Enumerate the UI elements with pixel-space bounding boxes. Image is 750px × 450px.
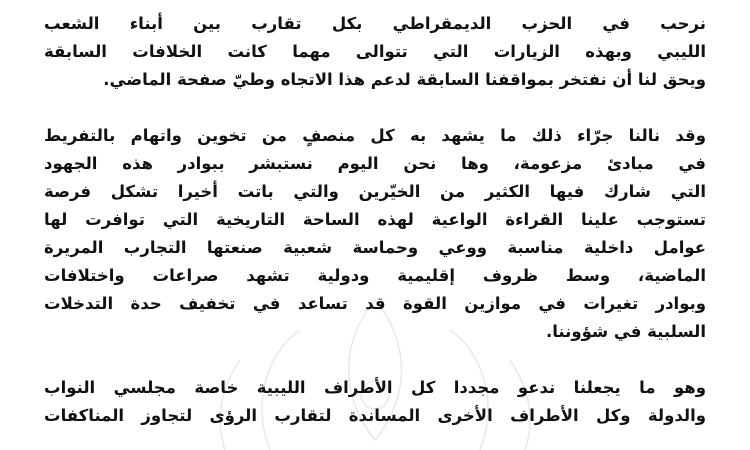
text-line: والدولة وكل الأطراف الأخرى المساندة لتقارب الرؤى لتجاوز المناكفات bbox=[44, 406, 706, 425]
article-body bbox=[44, 10, 706, 430]
text-line: تستوجب علينا القراءة الواعية لهذه الساحة التاريخية التي توافرت لها bbox=[44, 210, 706, 229]
text-line: نرحب في الحزب الديمقراطي بكل تقارب بين أبناء الشعب bbox=[44, 14, 706, 33]
text-line: في مبادئ مزعومة، وها نحن اليوم نستبشر ببوادر هذه الجهود bbox=[44, 154, 706, 173]
text-line: السلبية في شؤوننا. bbox=[545, 322, 706, 341]
paragraph-1 bbox=[44, 10, 706, 94]
text-line: ويحق لنا أن نفتخر بمواقفنا السابقة لدعم هذا الاتجاه وطيّ صفحة الماضي. bbox=[103, 70, 706, 89]
text-line: عوامل داخلية مناسبة ووعي وحماسة شعبية صنعتها التجارب المريرة bbox=[44, 238, 706, 257]
text-line: وهو ما يجعلنا ندعو مجددا كل الأطراف الليبية خاصة مجلسي النواب bbox=[44, 378, 706, 397]
paragraph-2 bbox=[44, 122, 706, 346]
text-line: وقد نالنا جرّاء ذلك ما يشهد به كل منصفٍ من تخوين واتهام بالتفريط bbox=[44, 126, 706, 145]
paragraph-3 bbox=[44, 374, 706, 430]
text-line: الماضية، وسط ظروف إقليمية ودولية تشهد صراعات واختلافات bbox=[44, 266, 706, 285]
text-line: الليبي وبهذه الزيارات التي تتوالى مهما كانت الخلافات السابقة bbox=[44, 42, 706, 61]
paragraph-spacer bbox=[44, 346, 706, 374]
text-line: وبوادر تغيرات في موازين القوة قد تساعد في تخفيف حدة التدخلات bbox=[44, 294, 706, 313]
text-line: التي شارك فيها الكثير من الخيّرين والتي باتت أخيرا تشكل فرصة bbox=[44, 182, 706, 201]
paragraph-spacer bbox=[44, 94, 706, 122]
